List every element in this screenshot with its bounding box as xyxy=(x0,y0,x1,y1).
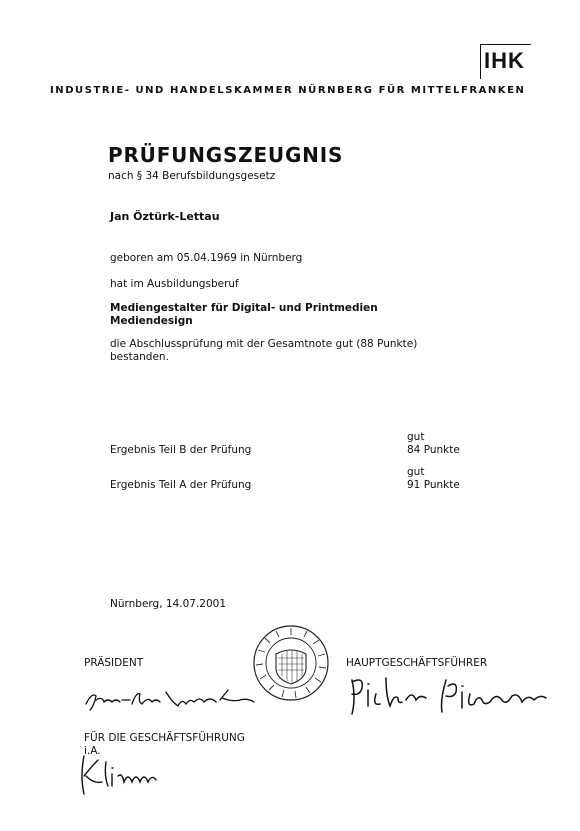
profession: Mediengestalter für Digital- und Printmedien xyxy=(110,302,378,314)
manager-signature xyxy=(346,672,556,718)
management-signature xyxy=(76,752,176,796)
president-signature xyxy=(82,686,262,716)
certificate-subtitle: nach § 34 Berufsbildungsgesetz xyxy=(108,170,276,182)
management-label: FÜR DIE GESCHÄFTSFÜHRUNG xyxy=(84,732,245,744)
result-b-label: Ergebnis Teil B der Prüfung xyxy=(110,444,252,456)
overall-result: die Abschlussprüfung mit der Gesamtnote gut (88 Punkte) xyxy=(110,338,418,350)
result-b-points: 84 Punkte xyxy=(407,444,460,456)
birth-line: geboren am 05.04.1969 in Nürnberg xyxy=(110,252,303,264)
passed-line: bestanden. xyxy=(110,351,169,363)
ihk-logo-text: IHK xyxy=(484,48,525,73)
result-a-points: 91 Punkte xyxy=(407,479,460,491)
official-seal xyxy=(252,624,330,702)
president-label: PRÄSIDENT xyxy=(84,657,144,669)
result-b-grade: gut xyxy=(407,431,425,443)
place-date: Nürnberg, 14.07.2001 xyxy=(110,598,227,610)
chamber-name: INDUSTRIE- UND HANDELSKAMMER NÜRNBERG FÜR MITTELFRANKEN xyxy=(50,85,526,96)
manager-label: HAUPTGESCHÄFTSFÜHRER xyxy=(346,657,488,669)
result-a-label: Ergebnis Teil A der Prüfung xyxy=(110,479,252,491)
profession-intro: hat im Ausbildungsberuf xyxy=(110,278,239,290)
result-a-grade: gut xyxy=(407,466,425,478)
certificate-title: PRÜFUNGSZEUGNIS xyxy=(108,143,344,167)
candidate-name: Jan Öztürk-Lettau xyxy=(110,210,220,223)
ia-label: i.A. xyxy=(84,745,101,757)
specialization: Mediendesign xyxy=(110,315,193,327)
